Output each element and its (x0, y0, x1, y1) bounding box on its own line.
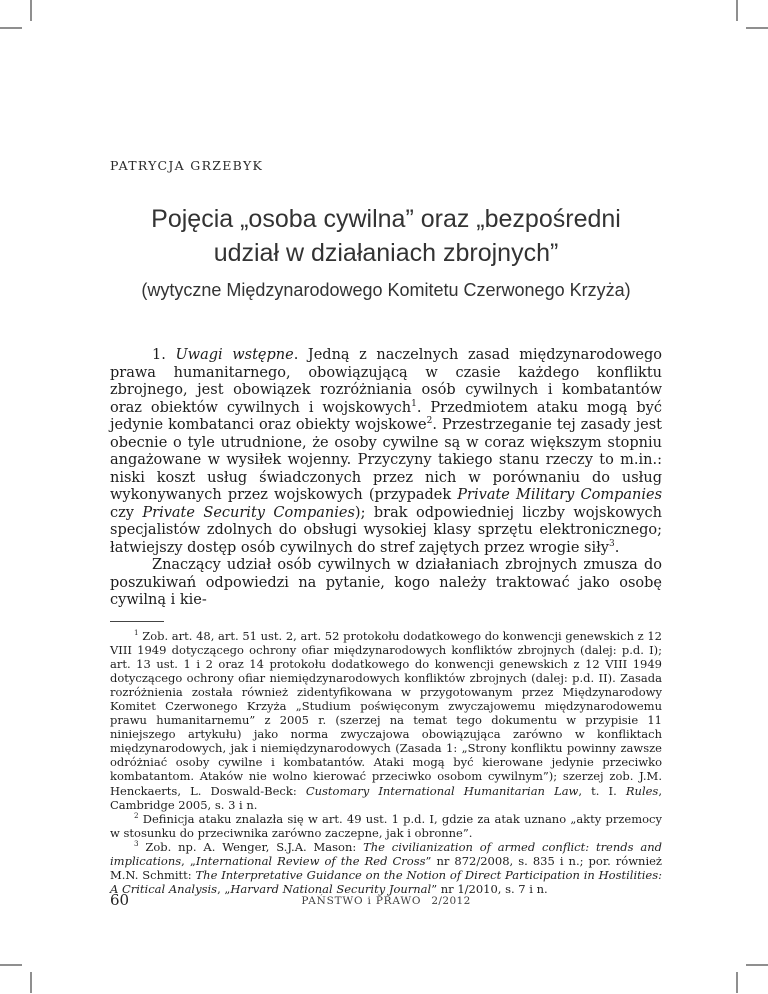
text-run: , „ (217, 882, 231, 897)
footnote-1 (110, 629, 662, 812)
crop-mark (30, 972, 32, 993)
italic-run: International Review of the Red Cross (195, 854, 426, 868)
italic-run: Rules (625, 783, 659, 798)
italic-run: Private Military Companies (457, 487, 663, 503)
text-run: ); brak odpowiedniej liczby wojskowych specjalistów zdolnych do obsługi wysokiej klasy sprzętu elektronicznego; łatwiejszy dostęp osób cywilnych do stref zajętych przez wrogie siły (110, 504, 662, 556)
text-run: . (614, 539, 620, 556)
italic-run: Harvard National Security Journal (230, 882, 432, 897)
crop-mark (746, 27, 768, 29)
text-run: Zob. np. A. Wenger, S.J.A. Mason: (138, 839, 364, 854)
title-line-2: udział w działaniach zbrojnych” (213, 239, 559, 267)
footnote-marker: 3 (134, 839, 139, 849)
text-run: ” nr 872/2008, s. 835 i n.; por. również M.N. Schmitt: (110, 854, 662, 883)
crop-mark (30, 0, 32, 21)
italic-run: The Interpretative Guidance on the Notion of Direct Participation in Hostilities: A Critical Analysis (110, 868, 663, 897)
article-content (110, 158, 662, 896)
footnote-marker: 1 (411, 398, 417, 409)
paragraph-intro (110, 347, 662, 557)
footnotes-section (110, 629, 662, 897)
text-run: . Przedmiotem ataku mogą być jedynie kombatanci oraz obiekty wojskowe (110, 399, 662, 433)
text-run: . Przestrzeganie tej zasady jest obecnie o tyle utrudnione, że osoby cywilne są w coraz większym stopniu angażowane w wysiłek wojenny. Przyczyny takiego stanu rzeczy to m.in.: niski koszt usług świadczonych przez nich w porównaniu do usług wykonywanych przez wojskowych (przypadek (110, 417, 663, 503)
text-run: Zob. art. 48, art. 51 ust. 2, art. 52 protokołu dodatkowego do konwencji genewskich z 12 VIII 1949 dotyczącego ochrony ofiar międzynarodowych konfliktów zbrojnych (dalej: p.d. I); art. 13 ust. 1 i 2 oraz 14 protokołu dodatkowego do konwencji genewskich z 12 VIII 1949 dotyczącego ochrony ofiar niemiędzynarodowych konfliktów zbrojnych (dalej: p.d. II). Zasada rozróżnienia została również zidentyfikowana w przygotowanym przez Międzynarodowy Komitet Czerwonego Krzyża „Studium poświęconym zwyczajowemu międzynarodowemu prawu humanitarnemu” z 2005 r. (szerzej na temat tego dokumentu w przypisie 11 niniejszego artykułu) jako norma zwyczajowa obowiązująca zarówno w konfliktach międzynarodowych, jak i niemiędzynarodowych (Zasada 1: „Strony konfliktu powinny zawsze odróżniać osoby cywilne i kombatantów. Ataki mogą być kierowane jedynie przeciwko kombatantom. Ataków nie wolno kierować przeciwko osobom cywilnym”); szerzej zob. J.M. Henckaerts, L. Doswald-Beck: (110, 628, 662, 798)
footnote-marker: 3 (608, 538, 615, 549)
text-run: Znaczący udział osób cywilnych w działaniach zbrojnych zmusza do poszukiwań odpowiedzi na pytanie, kogo należy traktować jako osobę cywilną i kie- (110, 557, 662, 608)
text-run: , „ (181, 854, 196, 868)
article-title (110, 202, 662, 270)
footnote-marker: 2 (426, 416, 433, 427)
page-footer (110, 891, 662, 911)
journal-issue: 2/2012 (431, 895, 471, 907)
body-text (110, 347, 662, 610)
article-subtitle: (wytyczne Międzynarodowego Komitetu Czerwonego Krzyża) (141, 280, 631, 300)
italic-run: Uwagi wstępne (175, 347, 294, 363)
text-run: , Cambridge 2005, s. 3 i n. (110, 783, 662, 812)
footnote-3 (110, 840, 662, 896)
text-run: , t. I. (578, 783, 626, 798)
author-name: PATRYCJA GRZEBYK (110, 158, 264, 173)
text-run: . Jedną z naczelnych zasad międzynarodowego prawa humanitarnego, obowiązującą w czasie każdego konfliktu zbrojnego, jest obowiązek rozróżniania osób cywilnych i kombatantów oraz obiektów cywilnych i wojskowych (110, 347, 662, 416)
text-run: ” nr 1/2010, s. 7 i n. (431, 882, 548, 897)
footnote-marker: 2 (134, 810, 139, 820)
italic-run: Customary International Humanitarian Law (305, 783, 579, 798)
title-line-1: Pojęcia „osoba cywilna” oraz „bezpośredni (151, 205, 621, 233)
text-run: Definicja ataku znalazła się w art. 49 ust. 1 p.d. I, gdzie za atak uznano „akty przemocy w stosunku do przeciwnika zarówno zaczepne, jak i obronne”. (110, 811, 662, 840)
text-run: 1. (152, 347, 176, 363)
crop-mark (746, 964, 768, 966)
crop-mark (0, 964, 22, 966)
page-number: 60 (110, 891, 130, 909)
footnote-divider (110, 621, 164, 622)
paragraph-second (110, 557, 662, 610)
footnote-2 (110, 812, 662, 840)
journal-footer (110, 895, 662, 907)
italic-run: Private Security Companies (142, 504, 355, 521)
footnote-marker: 1 (134, 627, 139, 637)
crop-mark (0, 27, 22, 29)
crop-mark (736, 972, 738, 993)
crop-mark (736, 0, 738, 21)
italic-run: The civilianization of armed conflict: trends and implications (110, 839, 662, 868)
journal-title: PAŃSTWO i PRAWO (301, 895, 422, 907)
text-run: czy (110, 504, 143, 521)
